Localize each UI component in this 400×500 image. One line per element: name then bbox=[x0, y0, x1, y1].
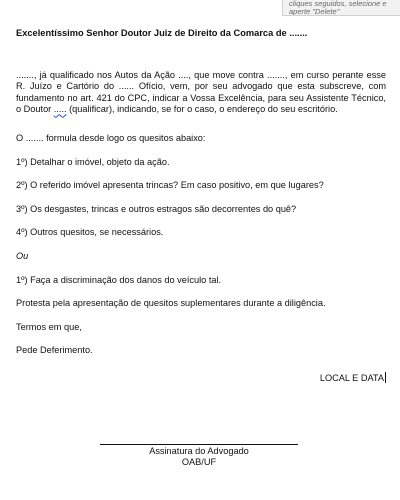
quesito-2: 2º) O referido imóvel apresenta trincas? Em caso positivo, em que lugares? bbox=[16, 180, 324, 191]
instruction-hint bbox=[282, 0, 400, 16]
pede-paragraph: Pede Deferimento. bbox=[16, 345, 93, 356]
document-body[interactable] bbox=[16, 28, 386, 385]
ou-label: Ou bbox=[16, 250, 29, 261]
local-data-text: LOCAL E DATA bbox=[319, 372, 384, 383]
intro-text: ......., já qualificado nos Autos da Ação ...., que move contra ......., em curso perante esse R. Juízo e Cartório do ...... Ofício, vem, por seu advogado que esta subscreve, com fundamento no art. 421 do CPC, indicar a Vossa Excelência, para seu Assistente Técnico, o Doutor bbox=[16, 69, 386, 115]
quesito-veiculo: 1º) Faça a discriminação dos danos do veículo tal. bbox=[16, 274, 222, 285]
document-title: Excelentíssimo Senhor Doutor Juiz de Direito da Comarca de ....... bbox=[16, 28, 308, 38]
hint-line: aperte "Delete" bbox=[289, 7, 340, 16]
protesta-paragraph: Protesta pela apresentação de quesitos suplementares durante a diligência. bbox=[16, 298, 326, 309]
hint-line: cliques seguidos, selecione e bbox=[289, 0, 387, 8]
termos-paragraph: Termos em que, bbox=[16, 321, 82, 332]
local-data bbox=[16, 372, 386, 385]
intro-paragraph bbox=[16, 70, 386, 116]
text-cursor bbox=[385, 372, 386, 383]
formula-paragraph: O ....... formula desde logo os quesitos abaixo: bbox=[16, 132, 206, 143]
intro-text-end: (qualificar), indicando, se for o caso, o endereço do seu escritório. bbox=[66, 104, 338, 115]
signature-name: Assinatura do Advogado bbox=[149, 446, 249, 456]
quesito-3: 3º) Os desgastes, trincas e outros estragos são decorrentes do quê? bbox=[16, 203, 297, 214]
signature-oab: OAB/UF bbox=[181, 457, 217, 467]
quesito-4: 4º) Outros quesitos, se necessários. bbox=[16, 227, 164, 238]
quesito-1: 1º) Detalhar o imóvel, objeto da ação. bbox=[16, 156, 170, 167]
signature-block bbox=[100, 444, 298, 468]
spelling-mark: ..... bbox=[53, 104, 67, 115]
